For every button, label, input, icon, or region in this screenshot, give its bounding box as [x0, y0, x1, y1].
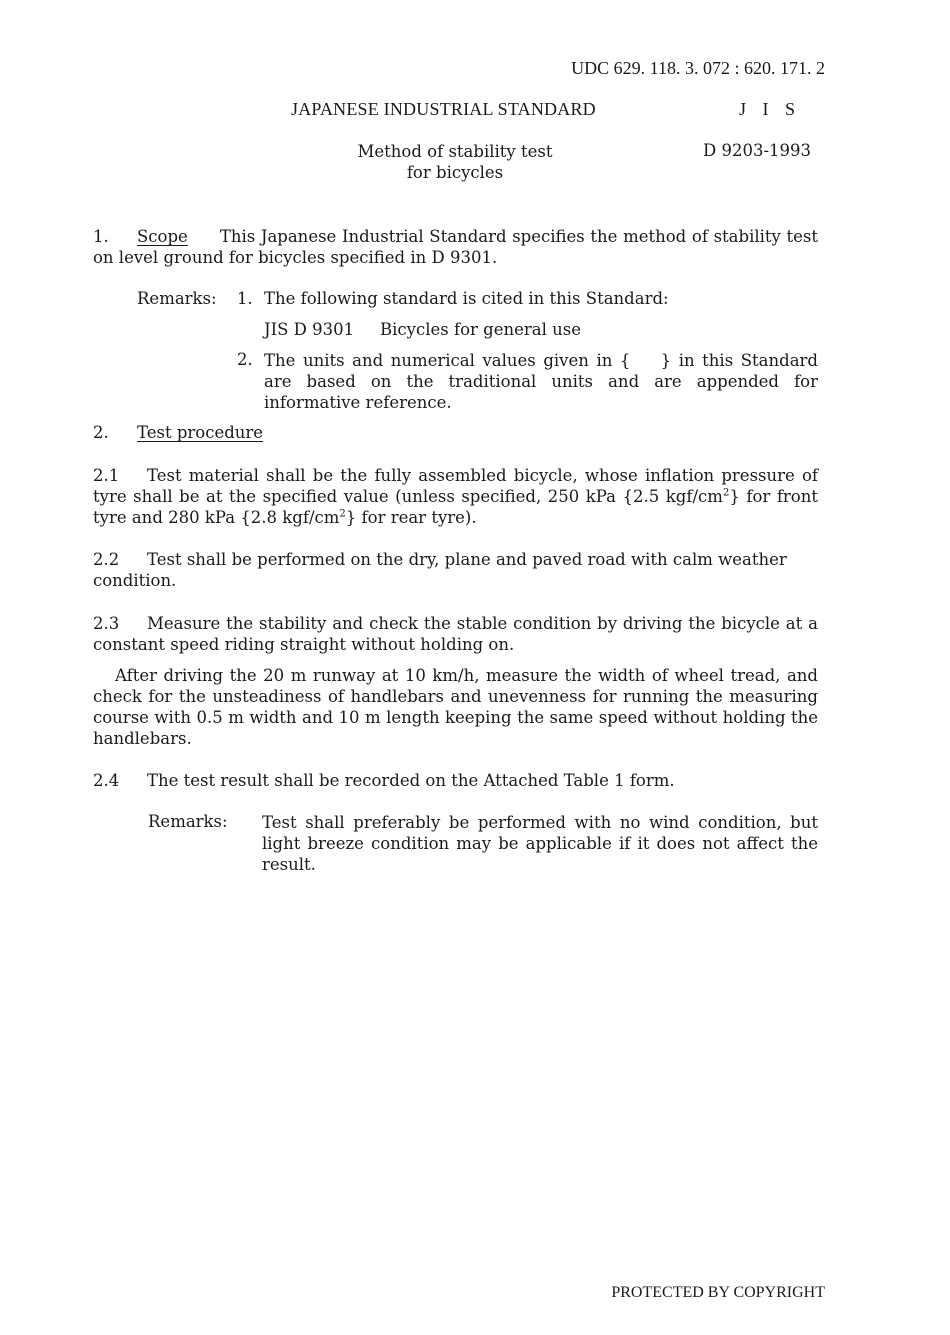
section-2-heading: Test procedure: [137, 423, 264, 442]
document-number: D 9203-1993: [703, 141, 812, 160]
paragraph-2-1-text-a: Test material shall be the fully assembled bicycle, whose inflation pressure of tyre shall be at the specified value (unless specified, 250 kPa {2.5 kgf/cm: [93, 466, 818, 506]
cited-code: JIS D 9301: [264, 320, 355, 339]
superscript-2: 2: [339, 508, 346, 520]
paragraph-2-3-text: Measure the stability and check the stable condition by driving the bicycle at a constant speed riding straight without holding on.: [93, 614, 818, 654]
paragraph-2-1: [93, 465, 818, 528]
section-1-heading: Scope: [137, 227, 188, 246]
paragraph-2-1-text-b: } for front tyre and 280 kPa {2.8 kgf/cm: [93, 487, 818, 527]
section-1-number: 1.: [93, 227, 109, 246]
paragraph-2-2-text: Test shall be performed on the dry, plane and paved road with calm weather condition.: [93, 550, 787, 590]
section-2-number: 2.: [93, 423, 109, 442]
cited-title: Bicycles for general use: [380, 320, 581, 339]
paragraph-2-4-text: The test result shall be recorded on the Attached Table 1 form.: [147, 771, 675, 790]
title-line-1: Method of stability test: [357, 142, 553, 161]
udc-code: UDC 629. 118. 3. 072 : 620. 171. 2: [571, 58, 825, 78]
superscript-1: 2: [722, 487, 730, 499]
paragraph-2-4-number: 2.4: [93, 771, 120, 790]
paragraph-2-2-number: 2.2: [93, 550, 120, 569]
remarks-text-2: Test shall preferably be performed with no wind condition, but light breeze condition may be applicable if it does not affect the result.: [262, 813, 818, 874]
title-line-2: for bicycles: [406, 163, 504, 182]
paragraph-2-3-continued: After driving the 20 m runway at 10 km/h, measure the width of wheel tread, and check for the unsteadiness of handlebars and unevenness for running the measuring course with 0.5 m width and 10 m length keeping the same speed without holding the handlebars.: [93, 666, 818, 748]
remark-2-text: The units and numerical values given in { } in this Standard are based on the traditional units and are appended for informative reference.: [264, 351, 824, 412]
remark-2-number: 2.: [237, 350, 253, 369]
section-1-scope: [93, 226, 818, 268]
paragraph-2-1-text-c: } for rear tyre).: [345, 508, 477, 527]
paragraph-2-2: [93, 549, 793, 591]
remark-1-number: 1.: [237, 289, 253, 308]
paragraph-2-3: [93, 613, 818, 655]
paragraph-2-1-number: 2.1: [93, 466, 120, 485]
jis-mark: J I S: [739, 99, 802, 119]
remarks-label-2: Remarks:: [148, 812, 228, 831]
paragraph-2-4: [93, 770, 818, 791]
standard-name: JAPANESE INDUSTRIAL STANDARD: [291, 99, 596, 119]
section-1-text: This Japanese Industrial Standard specifies the method of stability test on level ground for bicycles specified in D 9301.: [93, 227, 818, 267]
remarks-label-1: Remarks:: [137, 289, 217, 308]
remark-1-text: The following standard is cited in this Standard:: [264, 289, 669, 308]
paragraph-2-3-number: 2.3: [93, 614, 120, 633]
copyright-notice: PROTECTED BY COPYRIGHT: [611, 1284, 825, 1301]
document-title: [340, 141, 570, 183]
